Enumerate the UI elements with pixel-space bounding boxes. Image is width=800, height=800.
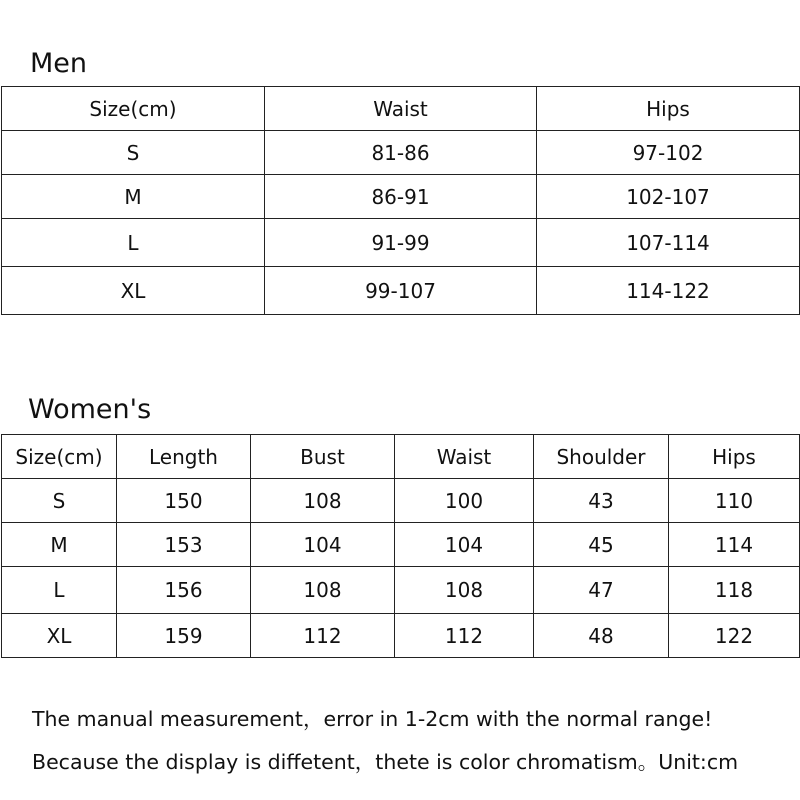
table-row [2, 614, 800, 658]
bust-cell: 108 [251, 567, 395, 614]
women-section-title: Women's [28, 394, 152, 425]
waist-cell: 112 [395, 614, 534, 658]
shoulder-cell: 48 [534, 614, 669, 658]
table-header-row [2, 87, 800, 131]
table-row [2, 567, 800, 614]
length-cell: 159 [117, 614, 251, 658]
waist-cell: 86-91 [265, 175, 537, 219]
header-cell: Length [117, 435, 251, 479]
shoulder-cell: 47 [534, 567, 669, 614]
women-size-table [1, 434, 800, 658]
header-cell: Hips [669, 435, 800, 479]
size-cell: M [2, 175, 265, 219]
waist-cell: 99-107 [265, 267, 537, 315]
hips-cell: 107-114 [537, 219, 800, 267]
hips-cell: 114-122 [537, 267, 800, 315]
table-row [2, 267, 800, 315]
waist-cell: 91-99 [265, 219, 537, 267]
hips-cell: 97-102 [537, 131, 800, 175]
hips-cell: 102-107 [537, 175, 800, 219]
table-row [2, 131, 800, 175]
size-cell: XL [2, 614, 117, 658]
hips-cell: 114 [669, 523, 800, 567]
shoulder-cell: 45 [534, 523, 669, 567]
waist-cell: 108 [395, 567, 534, 614]
header-cell: Shoulder [534, 435, 669, 479]
size-cell: XL [2, 267, 265, 315]
waist-cell: 104 [395, 523, 534, 567]
waist-cell: 100 [395, 479, 534, 523]
table-row [2, 523, 800, 567]
length-cell: 156 [117, 567, 251, 614]
size-cell: L [2, 219, 265, 267]
men-section-title: Men [30, 48, 88, 79]
table-row [2, 479, 800, 523]
men-size-table [1, 86, 800, 315]
waist-cell: 81-86 [265, 131, 537, 175]
bust-cell: 112 [251, 614, 395, 658]
shoulder-cell: 43 [534, 479, 669, 523]
header-cell: Size(cm) [2, 435, 117, 479]
size-cell: M [2, 523, 117, 567]
table-row [2, 175, 800, 219]
measurement-note: The manual measurement，error in 1-2cm with the normal range! [32, 707, 713, 731]
bust-cell: 104 [251, 523, 395, 567]
color-unit-note: Because the display is diffetent，thete is color chromatism。Unit:cm [32, 750, 739, 774]
length-cell: 153 [117, 523, 251, 567]
hips-cell: 122 [669, 614, 800, 658]
bust-cell: 108 [251, 479, 395, 523]
table-header-row [2, 435, 800, 479]
table-row [2, 219, 800, 267]
length-cell: 150 [117, 479, 251, 523]
header-cell: Waist [265, 87, 537, 131]
header-cell: Size(cm) [2, 87, 265, 131]
size-cell: L [2, 567, 117, 614]
hips-cell: 118 [669, 567, 800, 614]
hips-cell: 110 [669, 479, 800, 523]
header-cell: Bust [251, 435, 395, 479]
size-cell: S [2, 479, 117, 523]
header-cell: Hips [537, 87, 800, 131]
size-cell: S [2, 131, 265, 175]
header-cell: Waist [395, 435, 534, 479]
